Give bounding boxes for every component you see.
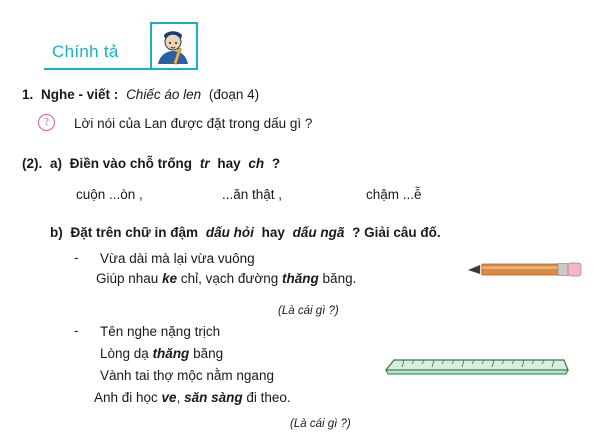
riddle-1-line-1	[100, 250, 255, 267]
riddle-1-hint: (Là cái gì ?)	[278, 305, 339, 317]
exercise-1-question: Lời nói của Lan được đặt trong dấu gì ?	[74, 116, 313, 131]
exercise-2a-letter: a)	[50, 156, 63, 171]
riddle-2-line-4-seg-2: ve	[161, 390, 177, 405]
pencil-illustration	[466, 258, 584, 280]
exercise-2b-option-2: dấu ngã	[292, 225, 345, 240]
page-title: Chính tả	[52, 42, 119, 61]
exercise-2a-option-2: ch	[248, 156, 265, 171]
riddle-2-line-4-seg-5: đi theo.	[242, 390, 291, 405]
exercise-2b-instruction-after: ? Giải câu đố.	[352, 225, 441, 240]
riddle-1-line-2-seg-1: Giúp nhau	[96, 271, 163, 286]
exercise-2b-letter: b)	[50, 225, 63, 240]
riddle-2-line-2-seg-3: băng	[189, 346, 224, 361]
riddle-2-line-4-seg-3: ,	[176, 390, 185, 405]
riddle-2-line-4	[94, 389, 291, 406]
riddle-2-line-4-seg-4: săn sàng	[184, 390, 243, 405]
riddle-2-line-2	[100, 345, 223, 362]
riddle-2-line-3-seg-1: Vành tai thợ mộc nằm ngang	[100, 368, 274, 383]
riddle-2-line-3	[100, 367, 274, 384]
exercise-1-title: Chiếc áo len	[126, 87, 202, 102]
question-mark-badge: ?	[38, 114, 55, 131]
exercise-1-scope: (đoạn 4)	[208, 87, 260, 102]
exercise-2a-blank-1[interactable]: cuộn ...òn ,	[76, 187, 143, 202]
exercise-2a-blank-2[interactable]: ...ăn thật ,	[222, 187, 283, 202]
exercise-2-number: (2).	[22, 156, 43, 171]
riddle-1-dash: -	[74, 250, 79, 265]
exercise-2b-conjunction: hay	[261, 225, 285, 240]
exercise-1-number: 1.	[22, 87, 34, 102]
riddle-1-line-2-seg-2: ke	[162, 271, 178, 286]
exercise-2b-option-1: dấu hỏi	[205, 225, 254, 240]
riddle-2-dash: -	[74, 323, 79, 338]
exercise-2b-instruction-before: Đặt trên chữ in đậm	[70, 225, 199, 240]
exercise-2a-heading	[22, 155, 280, 172]
riddle-2-hint: (Là cái gì ?)	[290, 418, 351, 430]
exercise-2a-option-1: tr	[199, 156, 210, 171]
exercise-2a-blank-3[interactable]: chậm ...ễ	[366, 187, 422, 202]
riddle-2-line-2-seg-1: Lòng dạ	[100, 346, 153, 361]
exercise-2a-instruction-before: Điền vào chỗ trống	[69, 156, 193, 171]
riddle-1-line-1-seg-1: Vừa dài mà lại vừa vuông	[100, 251, 255, 266]
exercise-2a-conjunction: hay	[217, 156, 241, 171]
exercise-2a-instruction-after: ?	[271, 156, 281, 171]
riddle-1-line-2	[96, 270, 356, 287]
page-header	[22, 14, 578, 74]
riddle-1-line-2-seg-5: băng.	[318, 271, 357, 286]
riddle-2-line-1-seg-1: Tên nghe nặng trịch	[100, 324, 221, 339]
exercise-1-label: Nghe - viết :	[41, 87, 119, 102]
riddle-2-line-1	[100, 323, 220, 340]
exercise-1-heading	[22, 86, 259, 103]
exercise-2b-heading	[50, 224, 441, 241]
riddle-2-line-4-seg-1: Anh đi học	[94, 390, 162, 405]
writing-student-icon	[150, 22, 198, 70]
ruler-illustration	[384, 352, 570, 382]
riddle-2-line-2-seg-2: thăng	[152, 346, 190, 361]
riddle-1-line-2-seg-4: thăng	[282, 271, 319, 286]
riddle-1-line-2-seg-3: chỉ, vạch đường	[177, 271, 283, 286]
